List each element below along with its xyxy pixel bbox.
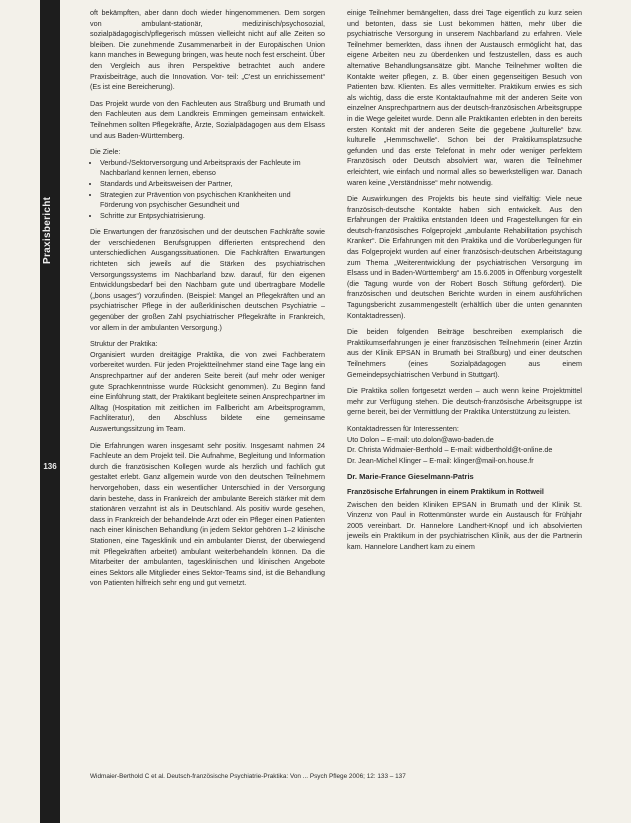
section-label: Praxisbericht	[42, 196, 53, 264]
goals-list	[90, 158, 325, 222]
paragraph: oft bekämpften, aber dann doch wieder hingenommenen. Dem sorgen von ambulant-stationär, medizinisch/psychosozial, sozialpädagogisch/pflegerisch müssen vielleicht nicht auf alle Zeiten so bleiben. Die zunehmende Zusammenarbeit in der Europäischen Union kann manches in Bewegung bringen, was heute noch fest erscheint. Über den Vergleich aus ihren Perspektive betrachtet auch andere Praxisbeiträge, auch die Innovation. Vor- teil: „C'est un enrichissement“ (Es ist eine Bereicherung).	[90, 8, 325, 92]
list-item: • Verbund-/Sektorversorgung und Arbeitspraxis der Fachleute im Nachbarland kennen lernen, ebenso	[100, 158, 325, 179]
footer-citation: Widmaier-Berthold C et al. Deutsch-französische Psychiatrie-Praktika: Von ... Psych Pflege 2006; 12: 133 – 137	[90, 773, 406, 780]
page-number: 136	[43, 462, 57, 471]
paragraph: Die Auswirkungen des Projekts bis heute sind vielfältig: Viele neue französisch-deutsche Kontakte haben sich entwickelt. Aus den Erfahrungen der Praktika entstanden Ideen und Fragestellungen für ein deutsch-französisches Folgeprojekt „ambulante Rehabilitation psychisch Kranker“. Die Erfahrungen mit den Praktika und die Vorüberlegungen für das Folgeprojekt wurden auf einer französisch-deutschen Arbeitstagung zum Thema „Weiterentwicklung der psychiatrischen Versorgung im Elsass und in Baden-Württemberg“ am 15.6.2005 in Offenburg vorgestellt (die Tagung wurde von der Robert Bosch Stiftung gefördert). Die französischen und deutschen Berichte wurden in einem ausführlichen Tagungsbericht zusammengestellt (erhältlich über die unten genannten Kontaktadressen).	[347, 194, 582, 320]
paragraph: Struktur der Praktika: Organisiert wurden dreitägige Praktika, die von zwei Fachberatern vorbereitet wurden. Für jeden Projektteilnehmer stand eine Tage lang ein Ansprechpartner auf der anderen Seite bereit (auf mehr oder weniger gute Sprachkenntnisse wurde Rücksicht genommen). Zu Beginn fand eine Einführung statt, der Praktikant begleitete seinen Ansprechpartner im Alltag (Hospitation mit zeitlichen im Fallbericht am Arbeitsprogramm, Fachliteratur), den Abschluss bildete eine gemeinsame Auswertungssitzung im Team.	[90, 339, 325, 433]
contact-line: Dr. Jean-Michel Klinger – E-mail: klinger@mail-on.house.fr	[347, 455, 534, 465]
paragraph: einige Teilnehmer bemängelten, dass drei Tage eigentlich zu kurz seien und betonten, dass sie Lust bekommen hätten, mehr über die psychiatrische Versorgung in unserem Nachbarland zu erfahren. Viele Teilnehmer bemerkten, dass ihnen der Austausch ermöglicht hat, das eigene Arbeiten neu zu überdenken und festzustellen, dass es auch alternative Behandlungsansätze gibt. Manche Teilnehmer wollten die Kontakte weiter pflegen, z. B. über einen gegenseitigen Besuch von Patienten bzw. Klienten. Es alles vermittelter. Praktikum erwies es sich als wichtig, dass die erste Kontaktaufnahme mit der anderen Seite von einzelner Ansprechpartnern aus der deutsch-französischen Arbeitsgruppe in die Wege geleitet wurde. Denn alle Praktikanten erlebten in den bereits ersten Kontakt mit der anderen Seite die gegebene „kulturelle“ bzw. kulturelle „Hemmschwelle“. Schon bei der Praktikumsplatzsuche gefunden und das erste Telefonat in mehr oder weniger perfektem Französisch oder Deutsch absolviert war, waren die Teilnehmer erleichtert, wie einfach und normal alles so bewerkstelligen war. Danach waren keine „Verständnisse“ mehr notwendig.	[347, 8, 582, 187]
contact-line: Uto Dolon – E-mail: uto.dolon@awo-baden.de	[347, 434, 494, 444]
paragraph: Das Projekt wurde von den Fachleuten aus Straßburg und Brumath und den Fachleuten aus dem Landkreis Emmingen gemeinsam entwickelt. Teilnehmen sollten Pflegekräfte, Ärzte, Sozialpädagogen aus dem Elsass und aus Baden-Württemberg.	[90, 98, 325, 140]
contacts-label: Kontaktadressen für Interessenten:	[347, 423, 459, 433]
sidebar-bar	[40, 0, 60, 823]
paragraph: Die Erwartungen der französischen und der deutschen Fachkräfte sowie der verschiedenen Berufsgruppen differierten entsprechend den unterschiedlichen Ausgangssituationen. Die Fachkräften Erwartungen richteten sich jeweils auf die Stärken des psychiatrischen Versorgungssystems im Nachbarland bzw. darauf, für den eigenen Entwicklungsbedarf bei den Nachbarn gute und übertragbare Modelle („bons usages“) vorzufinden. (Beispiel: Mangel an Pflegekräften und an psychiatrischer Pflege in der außerklinischen deutschen Psychiatrie – gegenüber der großen Zahl psychiatrischer Pflegekräfte in Frankreich, vor allem in der ambulanten Versorgung.)	[90, 227, 325, 332]
paragraph: Die beiden folgenden Beiträge beschreiben exemplarisch die Praktikumserfahrungen je einer französischen Teilnehmerin (einer Ärztin aus der Klinik EPSAN in Brumath bei Straßburg) und einer deutschen Teilnehmers (eines Sozialpädagogen aus einem Gemeindepsychiatrischen Verbund in Stuttgart).	[347, 327, 582, 379]
goals-label: Die Ziele:	[90, 147, 121, 157]
author-name: Dr. Marie-France Gieselmann-Patris	[347, 472, 474, 482]
paragraph: Die Praktika sollen fortgesetzt werden – auch wenn keine Projektmittel mehr zur Verfügung stehen. Die deutsch-französische Arbeitsgruppe ist gerne bereit, bei der Vermittlung der Praktika Unterstützung zu leisten.	[347, 386, 582, 417]
right-column	[347, 8, 582, 559]
list-item: • Standards und Arbeitsweisen der Partner,	[100, 179, 325, 190]
paragraph: Die Erfahrungen waren insgesamt sehr positiv. Insgesamt nahmen 24 Fachleute an dem Projekt teil. Die Aufnahme, Begleitung und Information durch die französischen Kollegen wurde als herzlich und fachlich gut gestaltet erlebt. Ganz allgemein wurde von den deutschen Teilnehmern hervorgehoben, dass ein wesentlicher Unterschied in der Versorgung darin bestehe, dass in Frankreich der ambulante Bereich stärker mit dem stationären verzahnt ist als in Deutschland. Als positiv wurde gesehen, dass in Frankreich der behandelnde Arzt oder ein Pfleger einen Patienten nach einer klinischen Behandlung (in jedem Sektor gehören 1–2 klinische Stationen, eine Tagesklinik und ein ambulanter Dienst, der überwiegend mit Pflegekräften arbeitet) ambulant weiterbehandeln können. Da die Mitarbeiter der ambulanten, tagesklinischen und klinischen Angebote eines Sektors alle Mitglieder eines Sektor-Teams sind, ist die Behandlung von Patienten hilfreich sehr eng und gut vernetzt.	[90, 440, 325, 588]
list-item: • Schritte zur Entpsychiatrisierung.	[100, 211, 325, 222]
section-subtitle: Französische Erfahrungen in einem Praktikum in Rottweil	[347, 486, 544, 496]
contact-line: Dr. Christa Widmaier-Berthold – E-mail: widberthold@t-online.de	[347, 445, 553, 455]
list-item: • Strategien zur Prävention von psychischen Krankheiten und Förderung von psychischer Gesundheit und	[100, 190, 325, 211]
paragraph: Zwischen den beiden Kliniken EPSAN in Brumath und der Klinik St. Vinzenz von Paul in Rottenmünster wurde ein Austausch für Frühjahr 2005 vereinbart. Dr. Hannelore Landhert-Knopf und ich absolvierten jeweils ein Praktikum in der psychiatrischen Klinik, aus der die Partnerin kam. Hannelore Landhert kam zu einem	[347, 499, 582, 551]
left-column	[90, 8, 325, 595]
